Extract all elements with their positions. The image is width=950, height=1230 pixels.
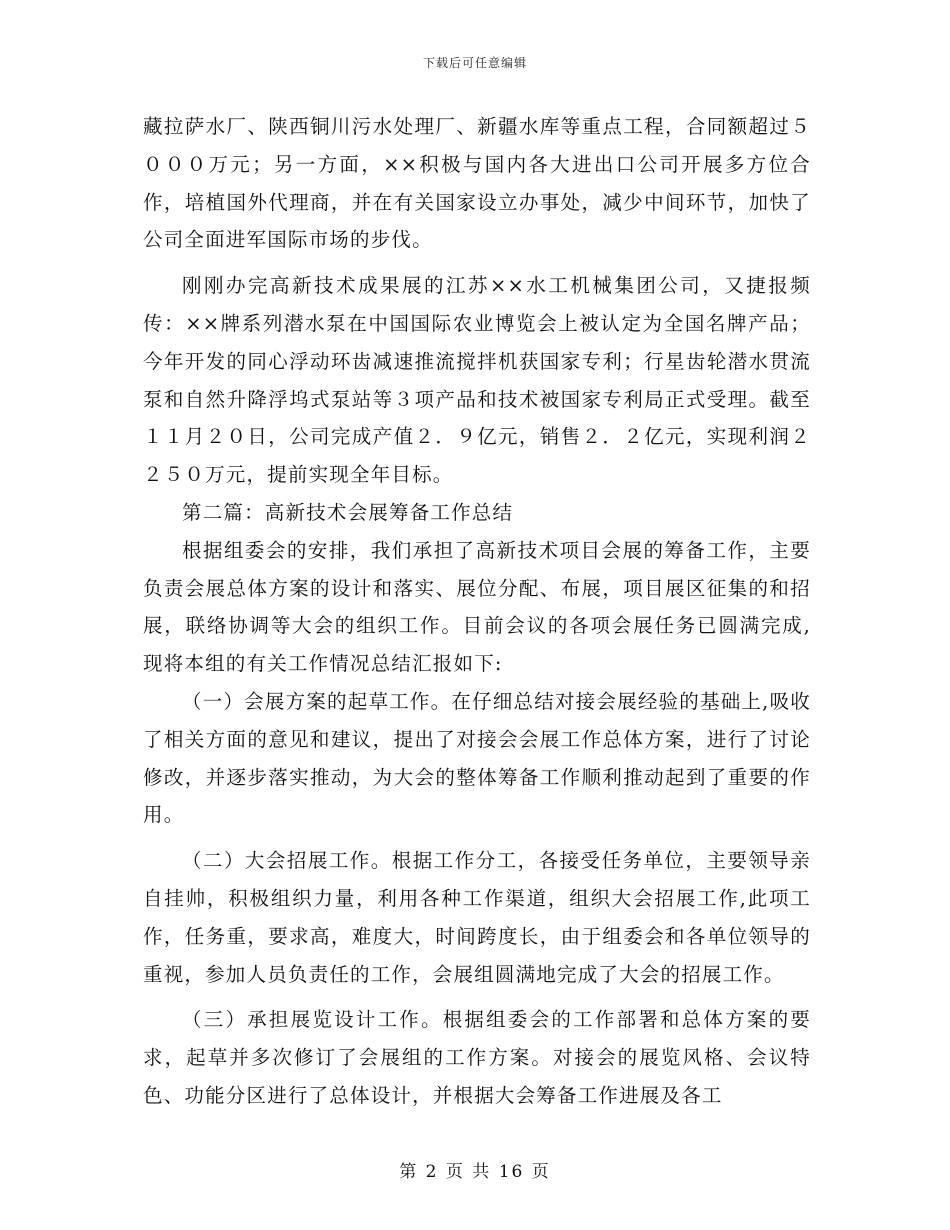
paragraph-item-1: （一）会展方案的起草工作。在仔细总结对接会展经验的基础上,吸收了相关方面的意见和建议，提出了对接会会展工作总体方案，进行了讨论修改，并逐步落实推动，为大会的整体筹备工作顺利推动起到了重要的作用。 <box>143 689 811 827</box>
document-body <box>143 108 811 1115</box>
page-header: 下载后可任意编辑 <box>422 56 527 70</box>
paragraph-continuation: 藏拉萨水厂、陕西铜川污水处理厂、新疆水库等重点工程，合同额超过５０００万元；另一方面，××积极与国内各大进出口公司开展多方位合作，培植国外代理商，并在有关国家设立办事处，减少中间环节，加快了公司全面进军国际市场的步伐。 <box>143 115 811 252</box>
paragraph-jiangsu-company: 刚刚办完高新技术成果展的江苏××水工机械集团公司，又捷报频传：××牌系列潜水泵在中国国际农业博览会上被认定为全国名牌产品；今年开发的同心浮动环齿减速推流搅拌机获国家专利；行星齿轮潜水贯流泵和自然升降浮坞式泵站等３项产品和技术被国家专利局正式受理。截至１１月２０日，公司完成产值２．９亿元，销售２．２亿元，实现利润２２５０万元，提前实现全年目标。 <box>143 274 811 487</box>
section-heading: 第二篇：高新技术会展筹备工作总结 <box>182 500 514 524</box>
paragraph-item-3: （三）承担展览设计工作。根据组委会的工作部署和总体方案的要求，起草并多次修订了会展组的工作方案。对接会的展览风格、会议特色、功能分区进行了总体设计，并根据大会筹备工作进展及各工 <box>143 1008 811 1107</box>
paragraph-item-2: （二）大会招展工作。根据工作分工，各接受任务单位，主要领导亲自挂帅，积极组织力量，利用各种工作渠道，组织大会招展工作,此项工作，任务重，要求高，难度大，时间跨度长，由于组委会和各单位领导的重视，参加人员负责任的工作，会展组圆满地完成了大会的招展工作。 <box>143 849 811 986</box>
page-number: 第 2 页 共 16 页 <box>399 1162 551 1182</box>
paragraph-intro: 根据组委会的安排，我们承担了高新技术项目会展的筹备工作，主要负责会展总体方案的设计和落实、展位分配、布展，项目展区征集的和招展，联络协调等大会的组织工作。目前会议的各项会展任务已圆满完成,现将本组的有关工作情况总结汇报如下: <box>143 538 811 676</box>
